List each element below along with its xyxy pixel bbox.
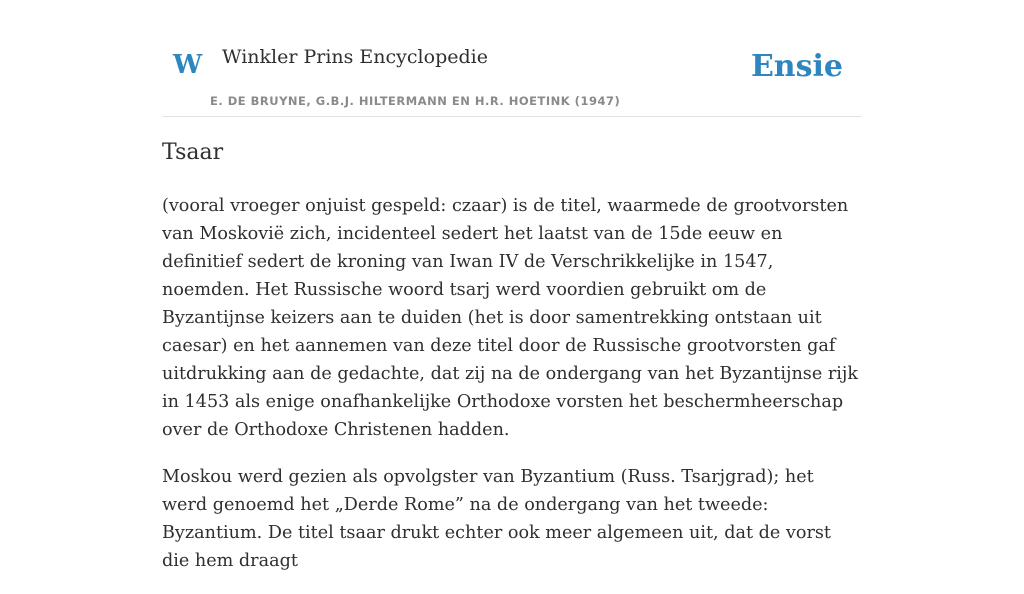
article-paragraph: (vooral vroeger onjuist gespeld: czaar) is de titel, waarmede de grootvorsten van Moskovië zich, incidenteel sedert het laatst van de 15de eeuw en definitief sedert de kroning van Iwan IV de Verschrikkelijke in 1547, noemden. Het Russische woord tsarj werd voordien gebruikt om de Byzantijnse keizers aan te duiden (het is door samentrekking ontstaan uit caesar) en het aannemen van deze titel door de Russische grootvorsten gaf uitdrukking aan de gedachte, dat zij na de ondergang van het Byzantijnse rijk in 1453 als enige onafhankelijke Orthodoxe vorsten het beschermheerschap over de Orthodoxe Christenen hadden.: [162, 196, 858, 440]
ensie-brand-logo[interactable]: Ensie: [750, 49, 843, 84]
article-heading: Tsaar: [162, 140, 224, 165]
site-header: [162, 0, 862, 117]
page-container: [162, 0, 862, 571]
article-paragraph: Moskou werd gezien als opvolgster van Byzantium (Russ. Tsarjgrad); het werd genoemd het „Derde Rome” na de ondergang van het tweede: Byzantium. De titel tsaar drukt echter ook meer algemeen uit, dat de vorst die hem draagt: [162, 467, 831, 571]
winkler-prins-logo[interactable]: W: [173, 50, 203, 80]
authors-line: E. DE BRUYNE, G.B.J. HILTERMANN EN H.R. HOETINK (1947): [210, 94, 621, 108]
article-body: [162, 192, 862, 594]
encyclopedia-title[interactable]: Winkler Prins Encyclopedie: [222, 46, 488, 68]
